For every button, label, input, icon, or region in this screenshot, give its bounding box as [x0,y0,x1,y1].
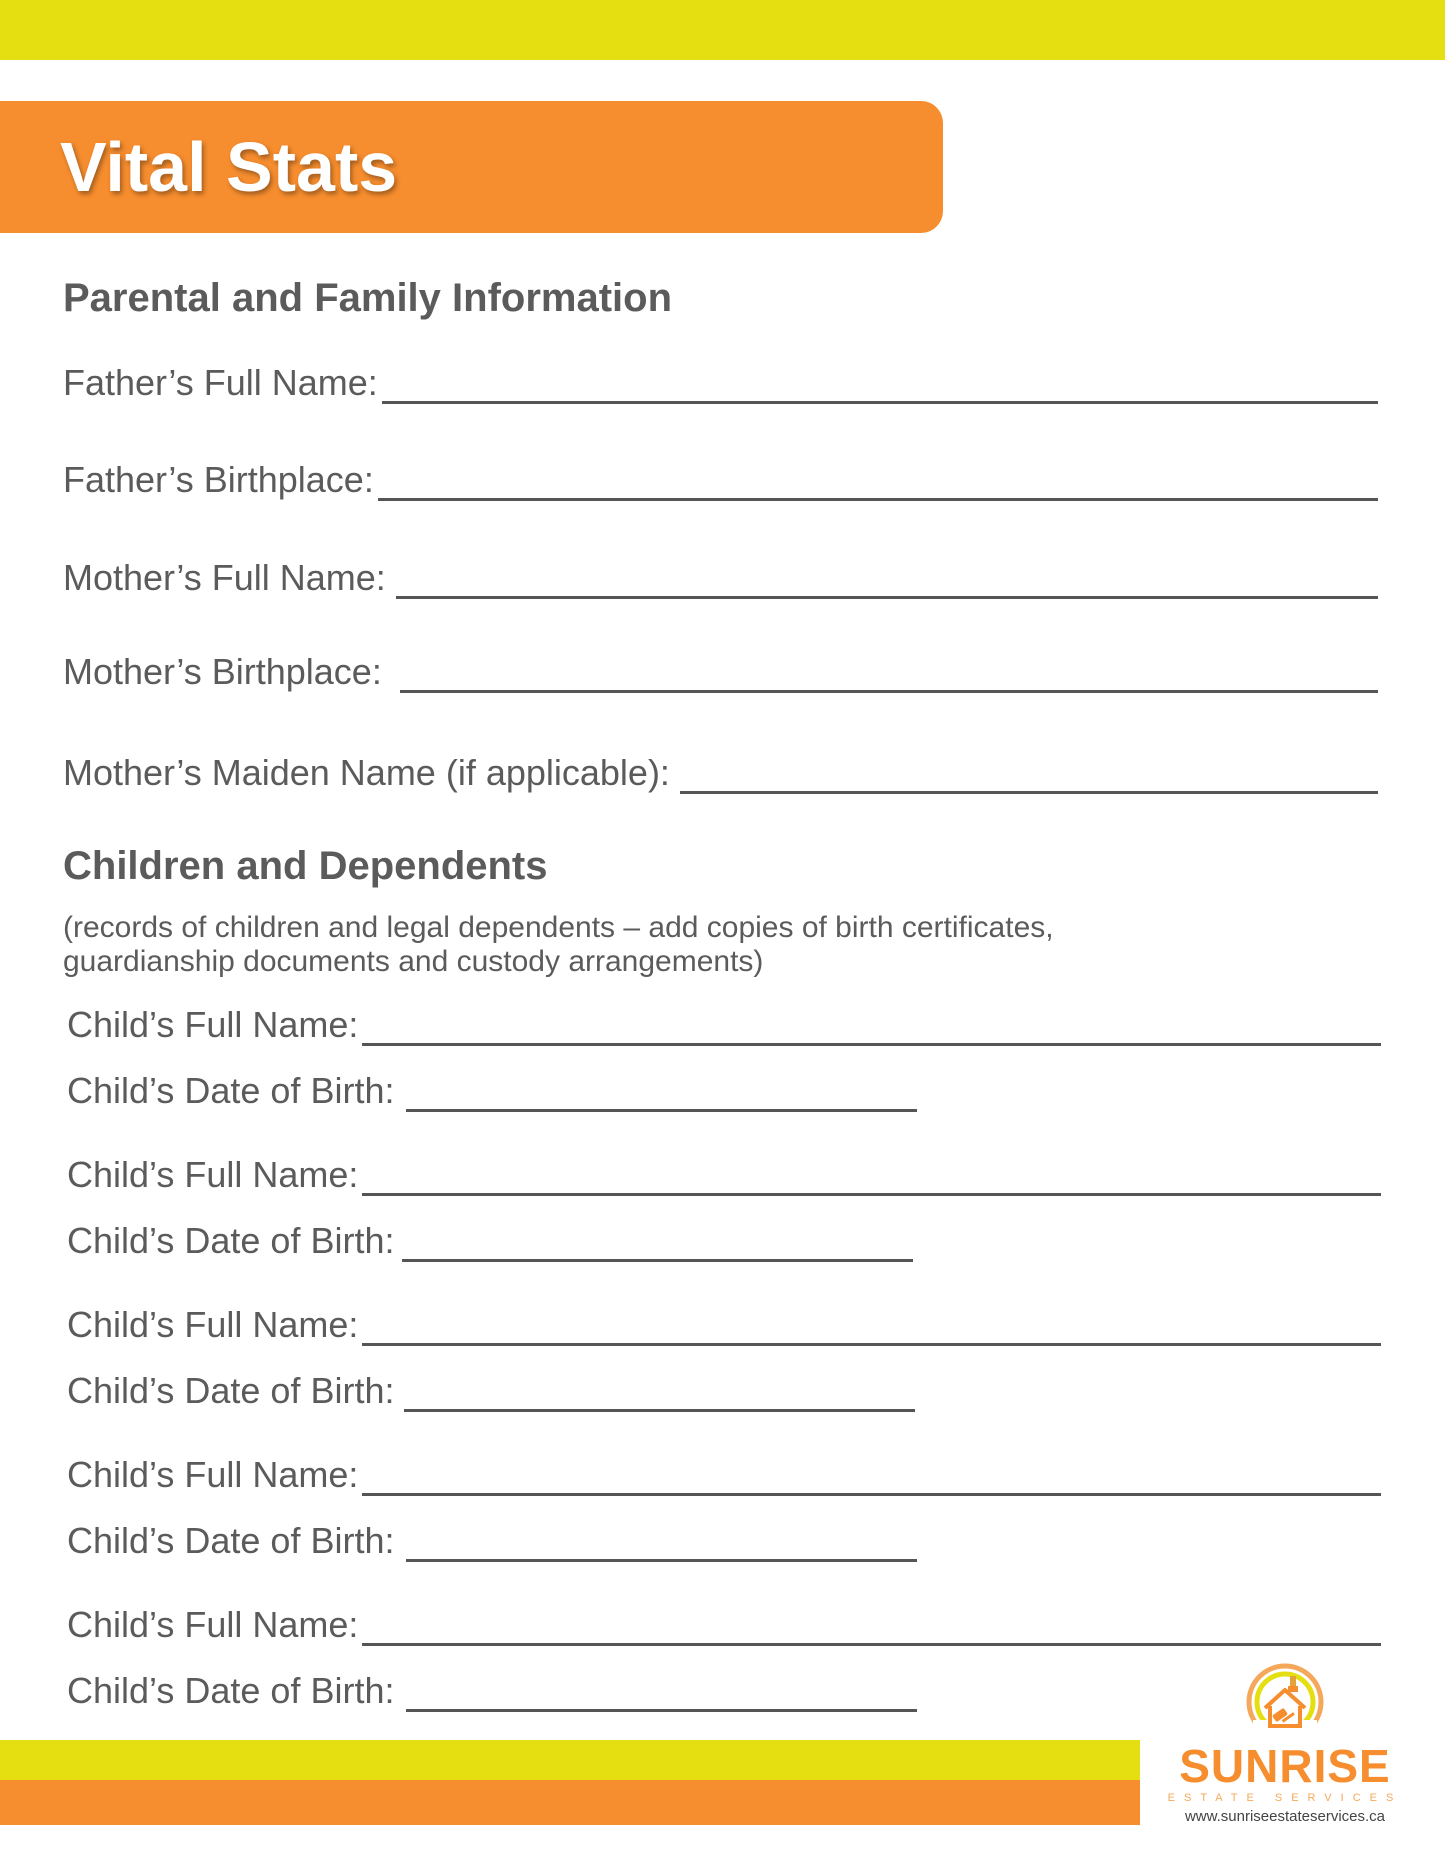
brand-subtitle: ESTATE SERVICES [1167,1792,1403,1804]
child-1-full-name-line[interactable] [362,1043,1381,1046]
father-full-name-field[interactable] [63,358,1378,404]
brand-website: www.sunriseestateservices.ca [1184,1808,1386,1825]
child-4-full-name-line[interactable] [362,1493,1381,1496]
child-5-full-name-field[interactable] [67,1600,1381,1646]
child-3-dob-label: Child’s Date of Birth: [67,1370,395,1411]
child-3-dob-field[interactable] [67,1366,915,1412]
top-accent-bar [0,0,1445,60]
child-4-dob-line[interactable] [406,1559,917,1562]
children-note-line-1: (records of children and legal dependents – add copies of birth certificates, [63,911,1054,944]
father-full-name-line[interactable] [382,401,1378,404]
child-4-full-name-field[interactable] [67,1450,1381,1496]
child-2-full-name-label: Child’s Full Name: [67,1154,359,1195]
mother-full-name-line[interactable] [396,596,1378,599]
child-3-dob-line[interactable] [404,1409,915,1412]
father-full-name-label: Father’s Full Name: [63,362,378,403]
mother-maiden-name-field[interactable] [63,748,1378,794]
page-title: Vital Stats [60,128,398,206]
child-1-full-name-field[interactable] [67,1000,1381,1046]
children-section-note [63,911,1263,979]
child-1-dob-label: Child’s Date of Birth: [67,1070,395,1111]
child-1-dob-line[interactable] [406,1109,917,1112]
child-3-full-name-field[interactable] [67,1300,1381,1346]
child-5-dob-field[interactable] [67,1666,917,1712]
child-4-dob-label: Child’s Date of Birth: [67,1520,395,1561]
mother-birthplace-label: Mother’s Birthplace: [63,651,382,692]
mother-maiden-name-line[interactable] [680,791,1378,794]
child-2-dob-line[interactable] [402,1259,913,1262]
child-2-dob-field[interactable] [67,1216,913,1262]
mother-full-name-field[interactable] [63,553,1378,599]
children-section-heading: Children and Dependents [63,844,548,888]
children-note-line-2: guardianship documents and custody arrangements) [63,945,764,978]
child-5-dob-line[interactable] [406,1709,917,1712]
sunrise-logo [1165,1660,1405,1830]
bottom-accent-bar-yellow [0,1740,1140,1780]
mother-full-name-label: Mother’s Full Name: [63,557,386,598]
sunrise-house-gavel-icon [1240,1660,1330,1740]
child-3-full-name-line[interactable] [362,1343,1381,1346]
child-1-dob-field[interactable] [67,1066,917,1112]
bottom-accent-bar-orange [0,1780,1140,1825]
father-birthplace-label: Father’s Birthplace: [63,459,374,500]
title-banner [0,101,943,233]
child-5-full-name-label: Child’s Full Name: [67,1604,359,1645]
child-5-full-name-line[interactable] [362,1643,1381,1646]
child-2-dob-label: Child’s Date of Birth: [67,1220,395,1261]
father-birthplace-field[interactable] [63,455,1378,501]
child-1-full-name-label: Child’s Full Name: [67,1004,359,1045]
child-4-dob-field[interactable] [67,1516,917,1562]
child-2-full-name-field[interactable] [67,1150,1381,1196]
father-birthplace-line[interactable] [378,498,1378,501]
child-2-full-name-line[interactable] [362,1193,1381,1196]
mother-birthplace-field[interactable] [63,647,1378,693]
child-5-dob-label: Child’s Date of Birth: [67,1670,395,1711]
brand-name: SUNRISE [1179,1740,1391,1792]
mother-birthplace-line[interactable] [400,690,1378,693]
mother-maiden-name-label: Mother’s Maiden Name (if applicable): [63,752,670,793]
child-4-full-name-label: Child’s Full Name: [67,1454,359,1495]
child-3-full-name-label: Child’s Full Name: [67,1304,359,1345]
parental-section-heading: Parental and Family Information [63,276,673,320]
